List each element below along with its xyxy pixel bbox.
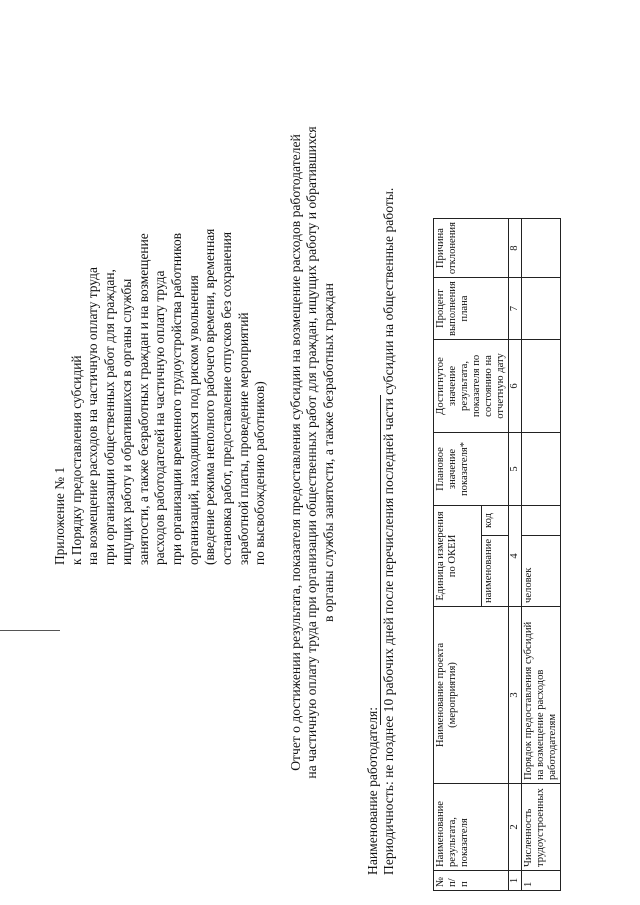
report-table (433, 218, 561, 891)
cell-unit-name: человек (522, 535, 561, 606)
periodicity-text: Периодичность: не позднее 10 рабочих дней после перечисления последней части субсидии на общественные работы. (381, 187, 396, 875)
footer-rule (0, 630, 60, 631)
table-header-row (434, 219, 482, 891)
cell-project: Порядок предоставления субсидий на возмещение расходов работодателям (522, 607, 561, 784)
header-unit: Единица измерения по ОКЕИ (434, 505, 482, 606)
appendix-line: при организации временного трудоустройства работников (168, 232, 184, 565)
header-planned: Плановое значение показателя* (434, 432, 509, 505)
cell-reason (522, 219, 561, 278)
appendix-line: на возмещение расходов на частичную оплату труда (85, 267, 101, 565)
header-num: № п/п (434, 871, 509, 891)
appendix-line: (введение режима неполного рабочего времени, временная (202, 228, 218, 565)
column-number: 6 (509, 339, 522, 432)
column-number: 8 (509, 219, 522, 278)
appendix-line: при организации общественных работ для граждан, (102, 269, 118, 565)
appendix-line: ищущих работу и обратившихся в органы службы (118, 278, 134, 565)
appendix-line: по высвобождению работников) (252, 381, 268, 565)
report-title (288, 10, 337, 895)
header-unit-code: код (482, 505, 509, 535)
header-project: Наименование проекта (мероприятия) (434, 607, 509, 784)
report-title-line: на частичную оплату труда при организации общественных работ для граждан, ищущих работу и обратившихся (304, 126, 320, 779)
column-numbers-row (509, 219, 522, 891)
appendix-line: занятости, а также безработных граждан и на возмещение (135, 233, 151, 565)
appendix-line: к Порядку предоставления субсидий (68, 355, 84, 565)
appendix-line: организаций, находящихся под риском увольнения (185, 275, 201, 565)
cell-planned (522, 432, 561, 505)
table-row (522, 219, 561, 891)
header-achieved: Достигнутое значение результата, показателя по состоянию на отчетную дату (434, 339, 509, 432)
report-title-line: Отчет о достижении результата, показателя предоставления субсидии на возмещение расходов работодателей (288, 134, 303, 771)
cell-unit-code (522, 505, 561, 535)
header-unit-name: наименование (482, 535, 509, 606)
column-number: 5 (509, 432, 522, 505)
cell-result: Численность трудоустроенных (522, 784, 561, 871)
column-number: 7 (509, 278, 522, 340)
header-percent: Процент выполнения плана (434, 278, 509, 340)
appendix-line: заработной платы, проведение мероприятий (235, 312, 251, 565)
header-result: Наименование результата, показателя (434, 784, 509, 871)
appendix-line: остановка работ, предоставление отпусков без сохранения (219, 232, 235, 565)
appendix-block (52, 20, 269, 565)
cell-achieved (522, 339, 561, 432)
employer-label: Наименование работодателя: (365, 706, 380, 875)
column-number: 2 (509, 784, 522, 871)
cell-num: 1 (522, 871, 561, 891)
column-number: 3 (509, 607, 522, 784)
cell-percent (522, 278, 561, 340)
appendix-line: Приложение № 1 (52, 466, 67, 565)
report-title-line: в органы службы занятости, а также безработных граждан (320, 283, 336, 622)
column-number: 1 (509, 871, 522, 891)
column-number: 4 (509, 505, 522, 606)
header-reason: Причина отклонения (434, 219, 509, 278)
appendix-line: расходов работодателей на частичную оплату труда (152, 270, 168, 565)
